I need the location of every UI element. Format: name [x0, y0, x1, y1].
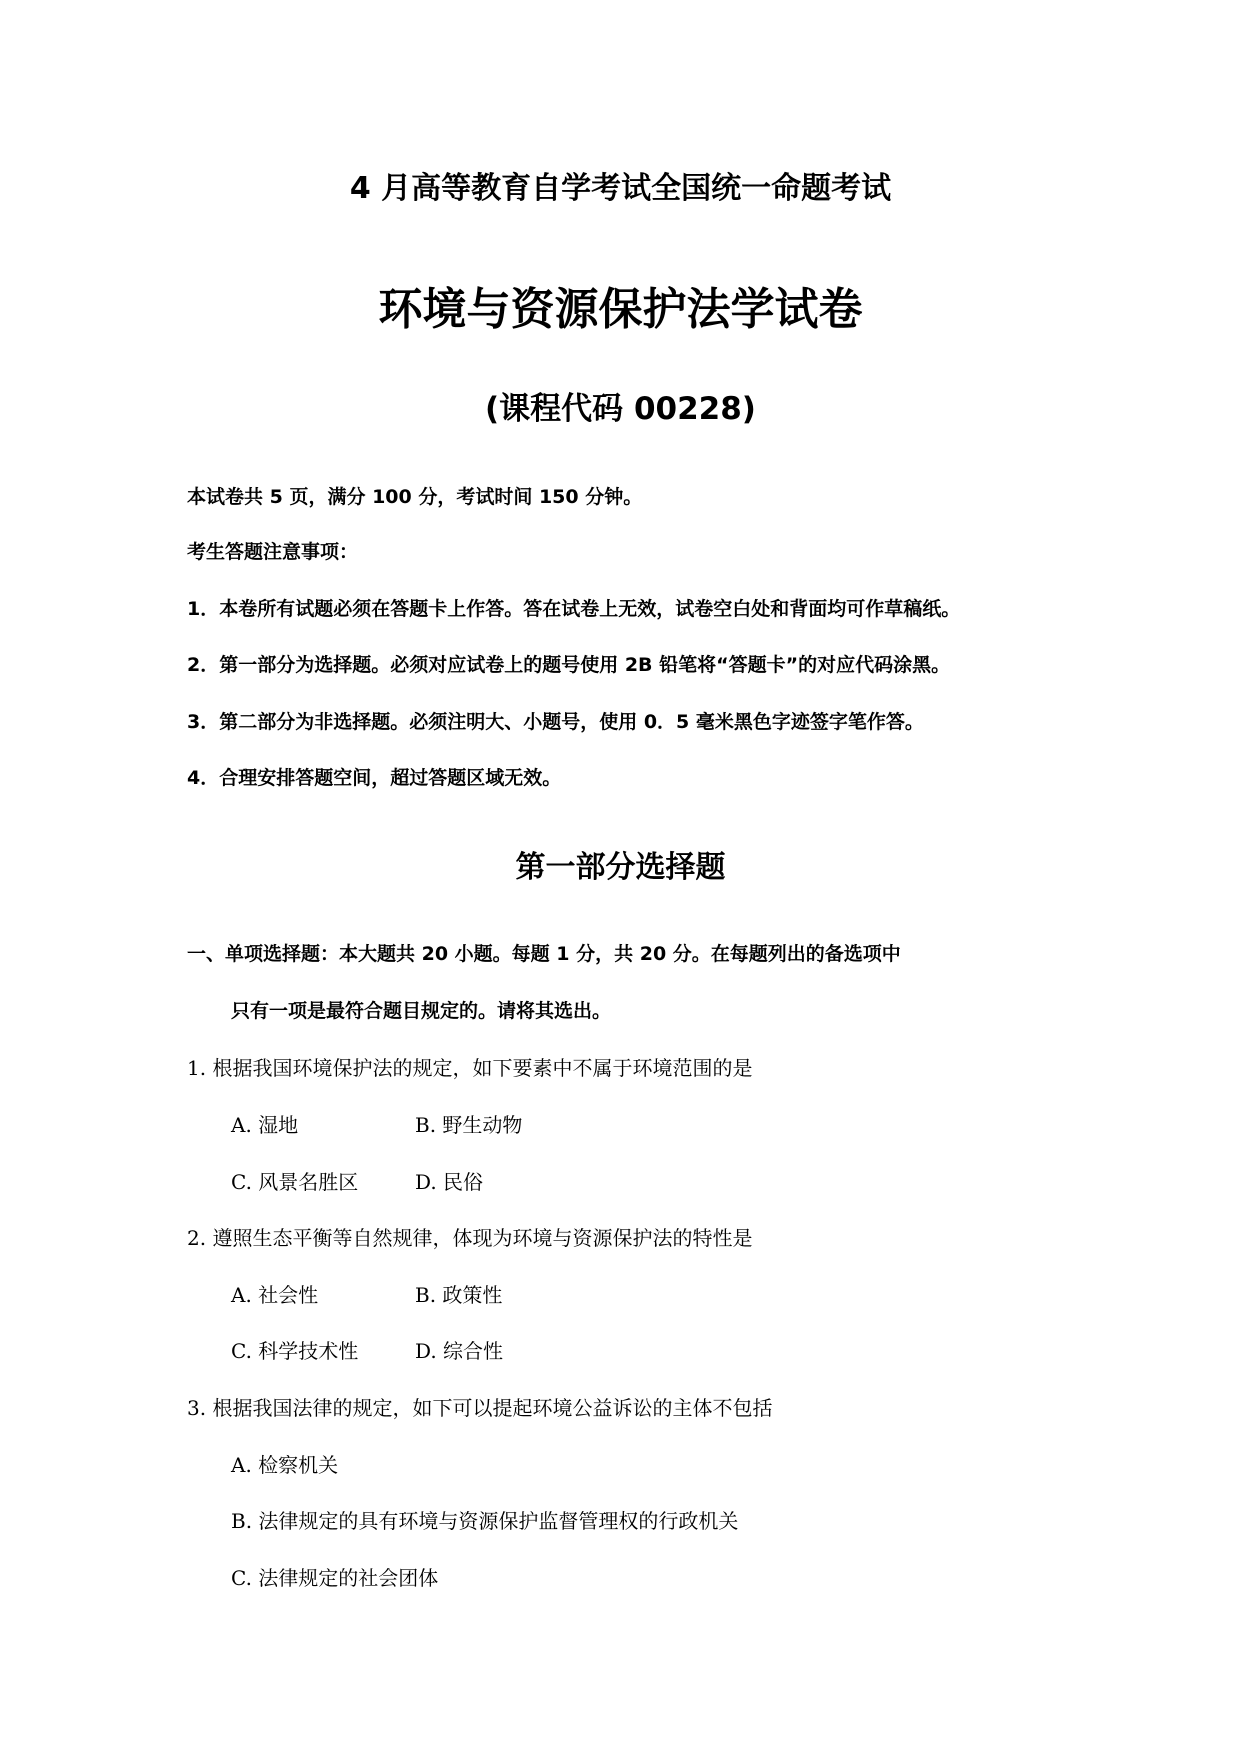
paper-title: 环境与资源保护法学试卷: [378, 284, 863, 335]
notice-item: 4．合理安排答题空间，超过答题区域无效。: [187, 767, 562, 789]
section-instruction: 一、单项选择题：本大题共 20 小题。每题 1 分，共 20 分。在每题列出的备选项中: [187, 943, 901, 965]
notice-item: 3．第二部分为非选择题。必须注明大、小题号，使用 0．5 毫米黑色字迹签字笔作答。: [187, 711, 924, 733]
question-option: A. 社会性: [231, 1283, 319, 1307]
section-instruction: 只有一项是最符合题目规定的。请将其选出。: [231, 1000, 612, 1022]
notice-title: 考生答题注意事项：: [187, 541, 359, 563]
question-stem: 2. 遵照生态平衡等自然规律，体现为环境与资源保护法的特性是: [187, 1226, 753, 1250]
notice-item: 1．本卷所有试题必须在答题卡上作答。答在试卷上无效，试卷空白处和背面均可作草稿纸。: [187, 598, 961, 620]
notice-item: 2．第一部分为选择题。必须对应试卷上的题号使用 2B 铅笔将“答题卡”的对应代码涂黑。: [187, 654, 951, 676]
question-option: C. 风景名胜区: [231, 1170, 359, 1194]
question-option: C. 科学技术性: [231, 1339, 359, 1363]
exam-summary: 本试卷共 5 页，满分 100 分，考试时间 150 分钟。: [187, 486, 643, 508]
question-stem: 3. 根据我国法律的规定，如下可以提起环境公益诉讼的主体不包括: [187, 1396, 773, 1420]
exam-heading: 4 月高等教育自学考试全国统一命题考试: [349, 171, 892, 206]
question-option: D. 综合性: [415, 1339, 504, 1363]
question-option: B. 政策性: [415, 1283, 503, 1307]
question-option: A. 湿地: [231, 1113, 299, 1137]
question-option: C. 法律规定的社会团体: [231, 1566, 439, 1590]
question-option: B. 野生动物: [415, 1113, 523, 1137]
question-stem: 1. 根据我国环境保护法的规定，如下要素中不属于环境范围的是: [187, 1056, 753, 1080]
section-title: 第一部分选择题: [515, 850, 726, 885]
question-option: D. 民俗: [415, 1170, 484, 1194]
question-option: B. 法律规定的具有环境与资源保护监督管理权的行政机关: [231, 1509, 739, 1533]
course-code: (课程代码 00228): [485, 391, 756, 427]
question-option: A. 检察机关: [231, 1453, 339, 1477]
